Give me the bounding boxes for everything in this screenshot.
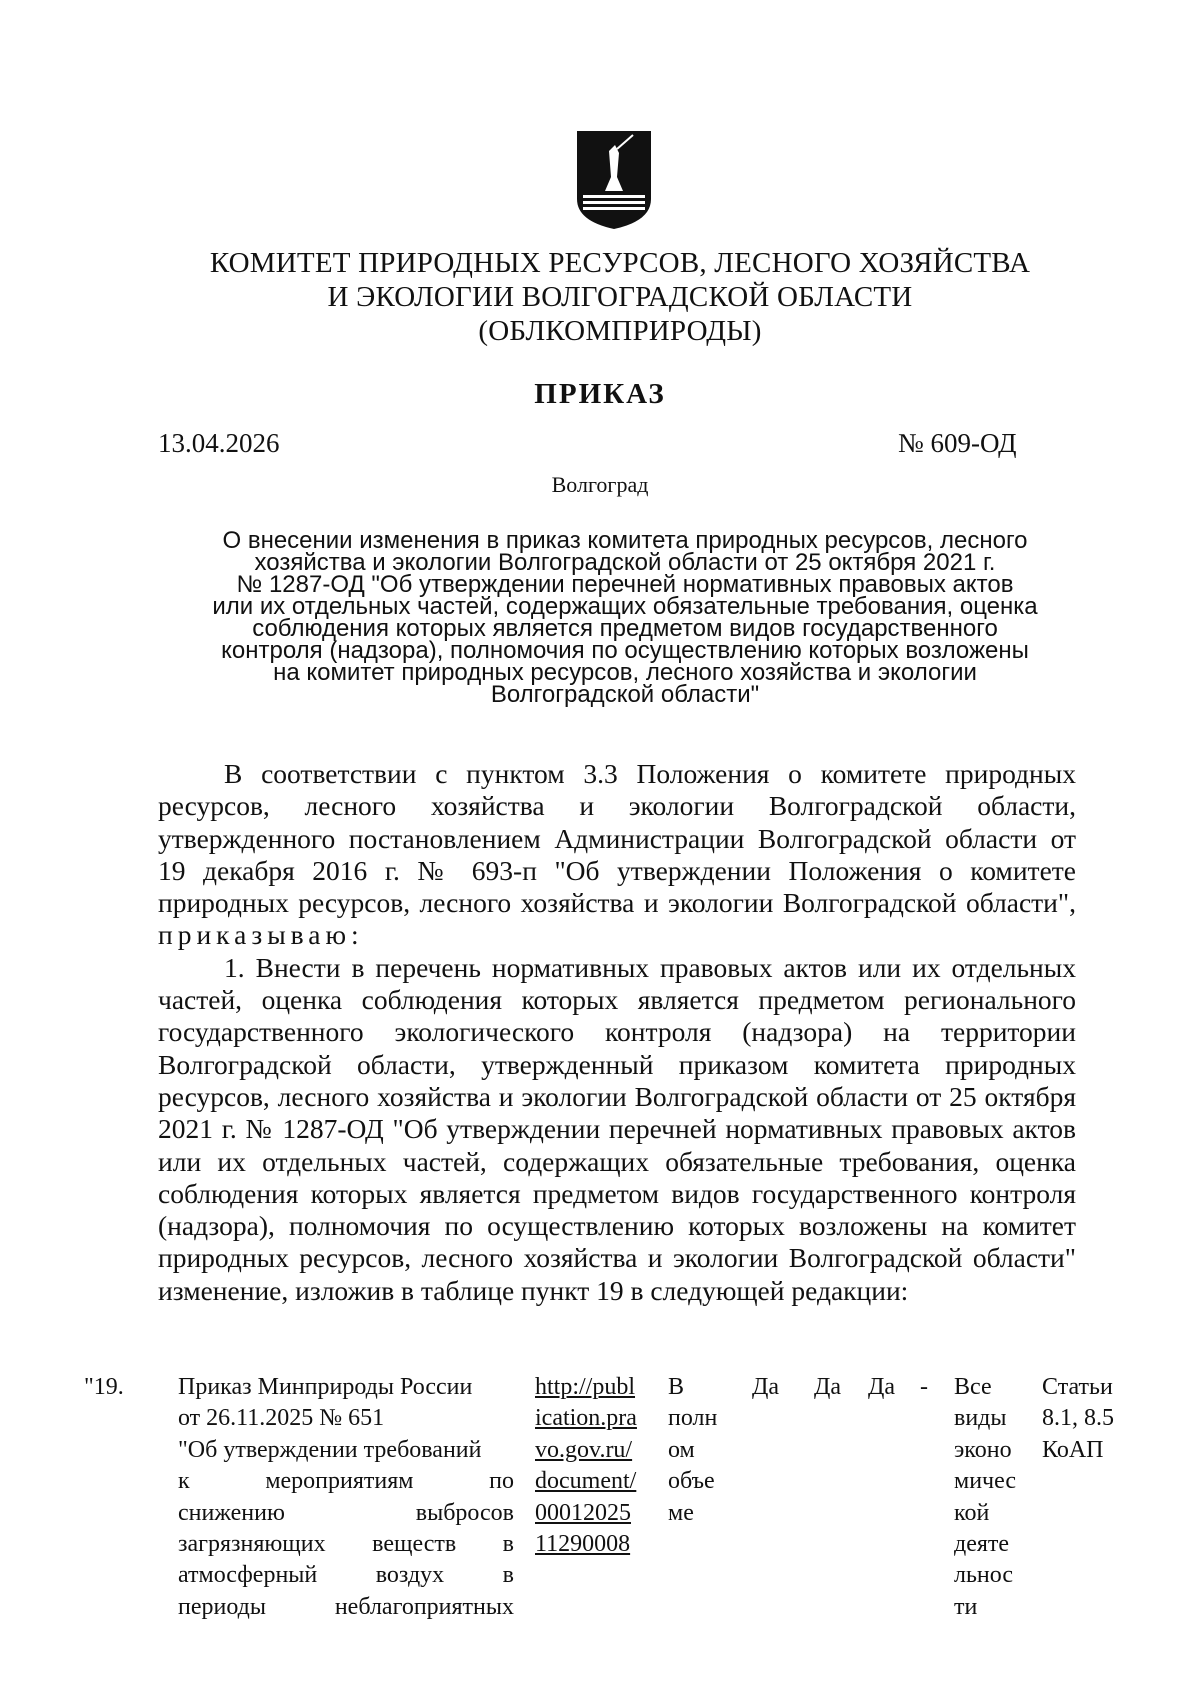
order-date: 13.04.2026 — [158, 428, 280, 458]
activity-line: льнос — [954, 1562, 1014, 1589]
preamble-text: В соответствии с пунктом 3.3 Положения о комитете природных ресурсов, лесного хозяйства и экологии Волгоградской области, утвержденного постановлением Администрации Волгоградской области от 19 декабря 2016 г. № 693-п "Об утверждении Положения о комитете природных ресурсов, лесного хозяйства и экологии Волгоградской области", — [158, 758, 1076, 919]
subject-line: на комитет природных ресурсов, лесного хозяйства и экологии — [273, 659, 977, 686]
activity-line: виды — [954, 1405, 1007, 1432]
preamble-paragraph — [158, 758, 1076, 952]
committee-name — [150, 246, 1090, 348]
subject-line: № 1287-ОД "Об утверждении перечней нормативных правовых актов — [236, 571, 1014, 598]
act-line: атмосферный воздух в — [178, 1562, 514, 1589]
link-line: 00012025 — [535, 1499, 631, 1526]
act-line: от 26.11.2025 № 651 — [178, 1405, 385, 1432]
row-number: "19. — [84, 1374, 124, 1400]
committee-line: И ЭКОЛОГИИ ВОЛГОГРАДСКОЙ ОБЛАСТИ — [327, 281, 913, 313]
act-line: к мероприятиям по — [178, 1468, 514, 1495]
act-line: периоды неблагоприятных — [178, 1593, 514, 1620]
subject-line: хозяйства и экологии Волгоградской области от 25 октября 2021 г. — [254, 549, 996, 576]
item-1-paragraph: 1. Внести в перечень нормативных правовых актов или их отдельных частей, оценка соблюдения которых является предметом регионального государственного экологического контроля (надзора) на территории Волгоградской области, утвержденный приказом комитета природных ресурсов, лесного хозяйства и экологии Волгоградской области от 25 октября 2021 г. № 1287-ОД "Об утверждении перечней нормативных правовых актов или их отдельных частей, содержащих обязательные требования, оценка соблюдения которых является предметом видов государственного контроля (надзора), полномочия по осуществлению которых возложены на комитет природных ресурсов, лесного хозяйства и экологии Волгоградской области" изменение, изложив в таблице пункт 19 в следующей редакции: — [158, 951, 1076, 1306]
articles-cell — [1042, 1372, 1132, 1466]
yes-cell-1: Да — [752, 1374, 780, 1400]
scope-line: полн — [668, 1405, 718, 1432]
activity-cell — [954, 1372, 1029, 1623]
scope-cell — [668, 1372, 743, 1529]
order-word: приказываю: — [158, 919, 364, 951]
act-line: "Об утверждении требований — [178, 1436, 482, 1463]
doc-type-title: ПРИКАЗ — [534, 378, 666, 410]
link-line: vo.gov.ru/ — [535, 1436, 633, 1463]
activity-line: ти — [954, 1593, 978, 1620]
scope-line: объе — [668, 1468, 715, 1495]
link-line: document/ — [535, 1468, 637, 1495]
activity-line: кой — [954, 1499, 990, 1526]
committee-line: (ОБЛКОМПРИРОДЫ) — [478, 315, 762, 347]
yes-cell-3: Да — [868, 1374, 896, 1400]
articles-line: 8.1, 8.5 — [1042, 1405, 1114, 1432]
coat-of-arms-emblem — [575, 129, 653, 231]
link-line: 11290008 — [535, 1531, 631, 1558]
link-line: ication.pra — [535, 1405, 637, 1432]
scope-line: ом — [668, 1436, 695, 1463]
act-line: снижению выбросов — [178, 1499, 514, 1526]
articles-line: Статьи — [1042, 1374, 1113, 1400]
activity-line: Все — [954, 1374, 992, 1400]
order-number: № 609-ОД — [898, 428, 1017, 458]
scope-line: ме — [668, 1499, 694, 1526]
scope-line: В — [668, 1374, 685, 1400]
dash-cell: - — [920, 1374, 928, 1400]
activity-line: мичес — [954, 1468, 1017, 1495]
subject-line: или их отдельных частей, содержащих обязательные требования, оценка — [212, 593, 1038, 620]
order-subject — [150, 527, 1100, 708]
subject-line: контроля (надзора), полномочия по осуществлению которых возложены — [221, 637, 1029, 664]
act-line: Приказ Минприроды России — [178, 1374, 473, 1400]
link-line: http://publ — [535, 1374, 636, 1400]
city-name: Волгоград — [551, 472, 649, 497]
yes-cell-2: Да — [814, 1374, 842, 1400]
activity-line: эконо — [954, 1436, 1012, 1463]
subject-line: Волгоградской области" — [490, 681, 760, 708]
act-line: загрязняющих веществ в — [178, 1531, 514, 1558]
committee-line: КОМИТЕТ ПРИРОДНЫХ РЕСУРСОВ, ЛЕСНОГО ХОЗЯЙСТВА — [209, 247, 1031, 279]
articles-line: КоАП — [1042, 1436, 1104, 1463]
subject-line: соблюдения которых является предметом видов государственного — [252, 615, 998, 642]
activity-line: деяте — [954, 1531, 1010, 1558]
subject-line: О внесении изменения в приказ комитета природных ресурсов, лесного — [222, 527, 1028, 554]
document-link[interactable] — [535, 1372, 650, 1560]
legal-act-cell — [178, 1372, 514, 1623]
order-body — [158, 758, 1076, 1307]
